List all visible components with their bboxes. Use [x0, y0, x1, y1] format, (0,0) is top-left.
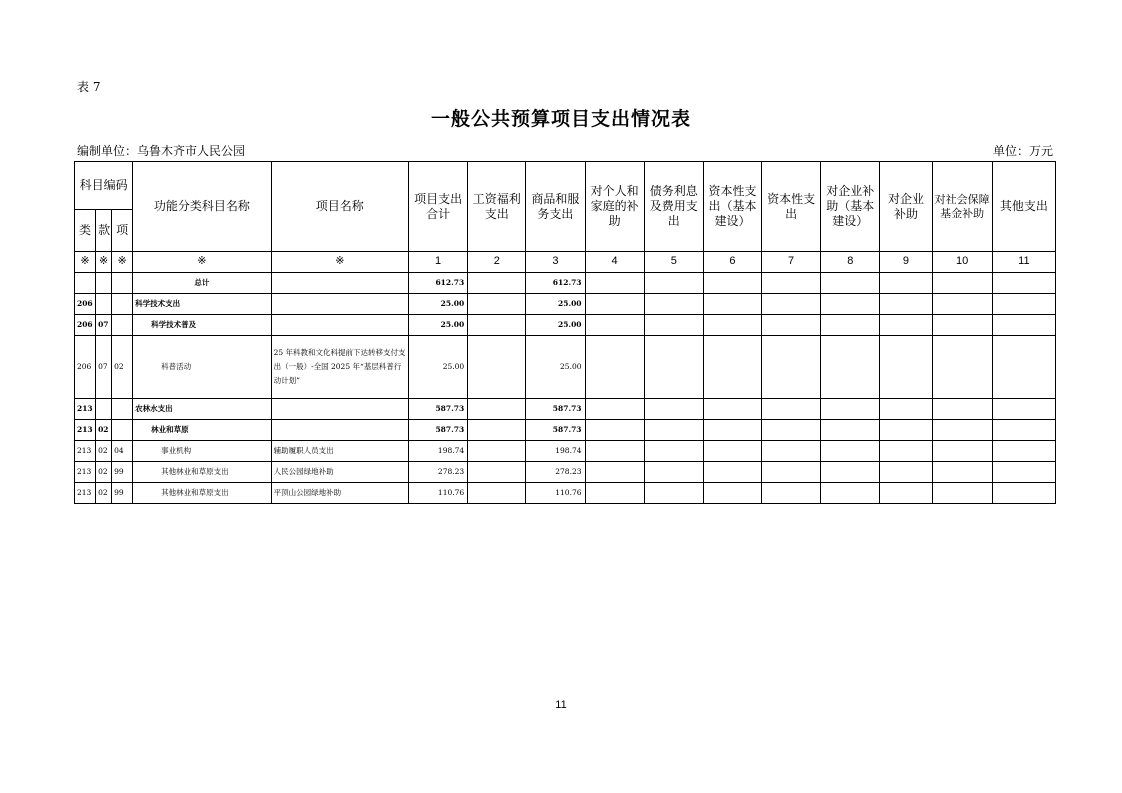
cell-empty [762, 315, 821, 336]
cell-empty [585, 420, 644, 441]
cell-empty [762, 462, 821, 483]
cell-empty [703, 483, 761, 504]
cell-empty [821, 336, 880, 399]
header-col-3: 商品和服务支出 [526, 162, 585, 252]
table-row [75, 399, 1056, 420]
cell-empty [644, 399, 703, 420]
cell-empty [468, 420, 526, 441]
index-num: 10 [932, 252, 992, 273]
index-mark: ※ [271, 252, 408, 273]
cell-goods-services: 612.73 [526, 273, 585, 294]
header-col-8: 对企业补助（基本建设） [821, 162, 880, 252]
cell-goods-services: 25.00 [526, 315, 585, 336]
cell-project-name [271, 315, 408, 336]
cell-func-name: 事业机构 [133, 441, 271, 462]
cell-empty [585, 315, 644, 336]
cell-empty [585, 336, 644, 399]
cell-empty [468, 273, 526, 294]
index-num: 9 [880, 252, 932, 273]
page-title: 一般公共预算项目支出情况表 [430, 108, 691, 130]
cell-empty [932, 336, 992, 399]
cell-func-name: 科学技术支出 [133, 294, 271, 315]
cell-empty [821, 273, 880, 294]
index-mark: ※ [133, 252, 271, 273]
cell-empty [644, 315, 703, 336]
cell-goods-services: 110.76 [526, 483, 585, 504]
cell-goods-services: 25.00 [526, 336, 585, 399]
cell-empty [821, 483, 880, 504]
cell-empty [644, 273, 703, 294]
cell-empty [762, 399, 821, 420]
cell-project-name: 25 年科教和文化科提前下达转移支付支出（一般）-全国 2025 年“基层科普行动计划” [271, 336, 408, 399]
cell-empty [992, 273, 1055, 294]
cell-empty [880, 294, 932, 315]
header-project-name: 项目名称 [271, 162, 408, 252]
cell-total: 25.00 [409, 336, 468, 399]
cell-empty [880, 273, 932, 294]
table-row [75, 483, 1056, 504]
cell-total: 587.73 [409, 420, 468, 441]
header-lei: 类 [75, 210, 96, 252]
cell-kuan: 02 [96, 420, 112, 441]
cell-total: 587.73 [409, 399, 468, 420]
cell-goods-services: 25.00 [526, 294, 585, 315]
cell-func-name: 农林水支出 [133, 399, 271, 420]
cell-func-name: 科学技术普及 [133, 315, 271, 336]
cell-lei: 213 [75, 483, 96, 504]
cell-empty [585, 462, 644, 483]
cell-kuan: 07 [96, 336, 112, 399]
cell-xiang [112, 294, 133, 315]
index-mark: ※ [75, 252, 96, 273]
cell-empty [821, 399, 880, 420]
table-row [75, 336, 1056, 399]
table-row [75, 273, 1056, 294]
cell-total: 198.74 [409, 441, 468, 462]
cell-empty [880, 483, 932, 504]
cell-lei: 213 [75, 420, 96, 441]
index-mark: ※ [96, 252, 112, 273]
cell-empty [468, 483, 526, 504]
cell-empty [644, 483, 703, 504]
table-row [75, 441, 1056, 462]
cell-lei [75, 273, 96, 294]
cell-empty [880, 336, 932, 399]
cell-empty [644, 441, 703, 462]
cell-project-name: 平顶山公园绿地补助 [271, 483, 408, 504]
cell-empty [703, 315, 761, 336]
cell-kuan: 07 [96, 315, 112, 336]
cell-empty [762, 294, 821, 315]
cell-func-name: 其他林业和草原支出 [133, 462, 271, 483]
cell-empty [992, 462, 1055, 483]
cell-kuan [96, 294, 112, 315]
cell-empty [932, 315, 992, 336]
cell-project-name [271, 420, 408, 441]
cell-empty [880, 441, 932, 462]
cell-empty [932, 273, 992, 294]
cell-func-name: 总计 [133, 273, 271, 294]
cell-empty [821, 294, 880, 315]
index-num: 7 [762, 252, 821, 273]
cell-kuan [96, 399, 112, 420]
cell-total: 612.73 [409, 273, 468, 294]
cell-empty [880, 315, 932, 336]
cell-total: 110.76 [409, 483, 468, 504]
cell-project-name [271, 273, 408, 294]
index-num: 2 [468, 252, 526, 273]
cell-func-name: 其他林业和草原支出 [133, 483, 271, 504]
cell-project-name: 人民公园绿地补助 [271, 462, 408, 483]
cell-goods-services: 587.73 [526, 420, 585, 441]
cell-total: 25.00 [409, 315, 468, 336]
cell-empty [762, 441, 821, 462]
cell-goods-services: 278.23 [526, 462, 585, 483]
cell-empty [703, 273, 761, 294]
header-col-10: 对社会保障基金补助 [932, 162, 992, 252]
cell-empty [468, 336, 526, 399]
cell-empty [992, 420, 1055, 441]
cell-lei: 206 [75, 336, 96, 399]
cell-total: 278.23 [409, 462, 468, 483]
cell-empty [762, 273, 821, 294]
cell-empty [585, 483, 644, 504]
cell-xiang [112, 420, 133, 441]
cell-empty [703, 441, 761, 462]
header-xiang: 项 [112, 210, 133, 252]
cell-empty [644, 420, 703, 441]
cell-empty [821, 315, 880, 336]
cell-func-name: 科普活动 [133, 336, 271, 399]
page-number: 11 [555, 699, 567, 711]
cell-empty [468, 315, 526, 336]
cell-empty [585, 399, 644, 420]
cell-xiang [112, 315, 133, 336]
cell-empty [880, 462, 932, 483]
header-col-9: 对企业补助 [880, 162, 932, 252]
index-mark: ※ [112, 252, 133, 273]
cell-xiang [112, 399, 133, 420]
cell-xiang: 02 [112, 336, 133, 399]
cell-empty [468, 399, 526, 420]
cell-empty [932, 462, 992, 483]
cell-project-name [271, 294, 408, 315]
cell-empty [703, 420, 761, 441]
cell-empty [644, 336, 703, 399]
table-number-label: 表 7 [77, 80, 101, 94]
cell-lei: 213 [75, 462, 96, 483]
cell-empty [468, 294, 526, 315]
cell-kuan: 02 [96, 483, 112, 504]
cell-empty [821, 462, 880, 483]
cell-empty [932, 294, 992, 315]
index-num: 11 [992, 252, 1055, 273]
cell-empty [821, 420, 880, 441]
table-row [75, 294, 1056, 315]
cell-kuan: 02 [96, 441, 112, 462]
cell-func-name: 林业和草原 [133, 420, 271, 441]
cell-empty [821, 441, 880, 462]
cell-empty [992, 483, 1055, 504]
index-num: 5 [644, 252, 703, 273]
index-num: 3 [526, 252, 585, 273]
cell-xiang [112, 273, 133, 294]
index-num: 8 [821, 252, 880, 273]
cell-empty [703, 294, 761, 315]
cell-lei: 206 [75, 315, 96, 336]
cell-empty [762, 336, 821, 399]
cell-empty [644, 462, 703, 483]
cell-xiang: 99 [112, 483, 133, 504]
cell-xiang: 99 [112, 462, 133, 483]
cell-project-name: 辅助履职人员支出 [271, 441, 408, 462]
header-col-11: 其他支出 [992, 162, 1055, 252]
cell-empty [932, 420, 992, 441]
cell-empty [703, 336, 761, 399]
cell-empty [762, 483, 821, 504]
header-col-5: 债务利息及费用支出 [644, 162, 703, 252]
header-subject-code: 科目编码 [75, 162, 133, 210]
cell-empty [644, 294, 703, 315]
cell-lei: 213 [75, 441, 96, 462]
cell-empty [468, 462, 526, 483]
cell-kuan: 02 [96, 462, 112, 483]
cell-empty [992, 441, 1055, 462]
cell-empty [585, 273, 644, 294]
cell-project-name [271, 399, 408, 420]
cell-empty [703, 399, 761, 420]
header-func-name: 功能分类科目名称 [133, 162, 271, 252]
cell-total: 25.00 [409, 294, 468, 315]
cell-empty [703, 462, 761, 483]
header-kuan: 款 [96, 210, 112, 252]
cell-lei: 206 [75, 294, 96, 315]
cell-empty [992, 336, 1055, 399]
currency-unit: 单位：万元 [992, 144, 1053, 158]
index-num: 4 [585, 252, 644, 273]
cell-empty [932, 441, 992, 462]
cell-lei: 213 [75, 399, 96, 420]
table-row [75, 420, 1056, 441]
table-row [75, 315, 1056, 336]
cell-empty [880, 420, 932, 441]
cell-empty [880, 399, 932, 420]
cell-xiang: 04 [112, 441, 133, 462]
index-num: 6 [703, 252, 761, 273]
cell-empty [932, 483, 992, 504]
header-col-1: 项目支出合计 [409, 162, 468, 252]
cell-kuan [96, 273, 112, 294]
cell-empty [762, 420, 821, 441]
table-row [75, 462, 1056, 483]
cell-empty [585, 441, 644, 462]
cell-goods-services: 198.74 [526, 441, 585, 462]
header-col-7: 资本性支出 [762, 162, 821, 252]
header-col-2: 工资福利支出 [468, 162, 526, 252]
header-col-4: 对个人和家庭的补助 [585, 162, 644, 252]
cell-goods-services: 587.73 [526, 399, 585, 420]
cell-empty [992, 294, 1055, 315]
cell-empty [992, 399, 1055, 420]
index-num: 1 [409, 252, 468, 273]
cell-empty [932, 399, 992, 420]
cell-empty [468, 441, 526, 462]
compiler-unit: 编制单位：乌鲁木齐市人民公园 [77, 144, 246, 158]
cell-empty [585, 294, 644, 315]
header-col-6: 资本性支出（基本建设） [703, 162, 761, 252]
cell-empty [992, 315, 1055, 336]
expenditure-table [74, 161, 1056, 504]
index-row [75, 252, 1056, 273]
